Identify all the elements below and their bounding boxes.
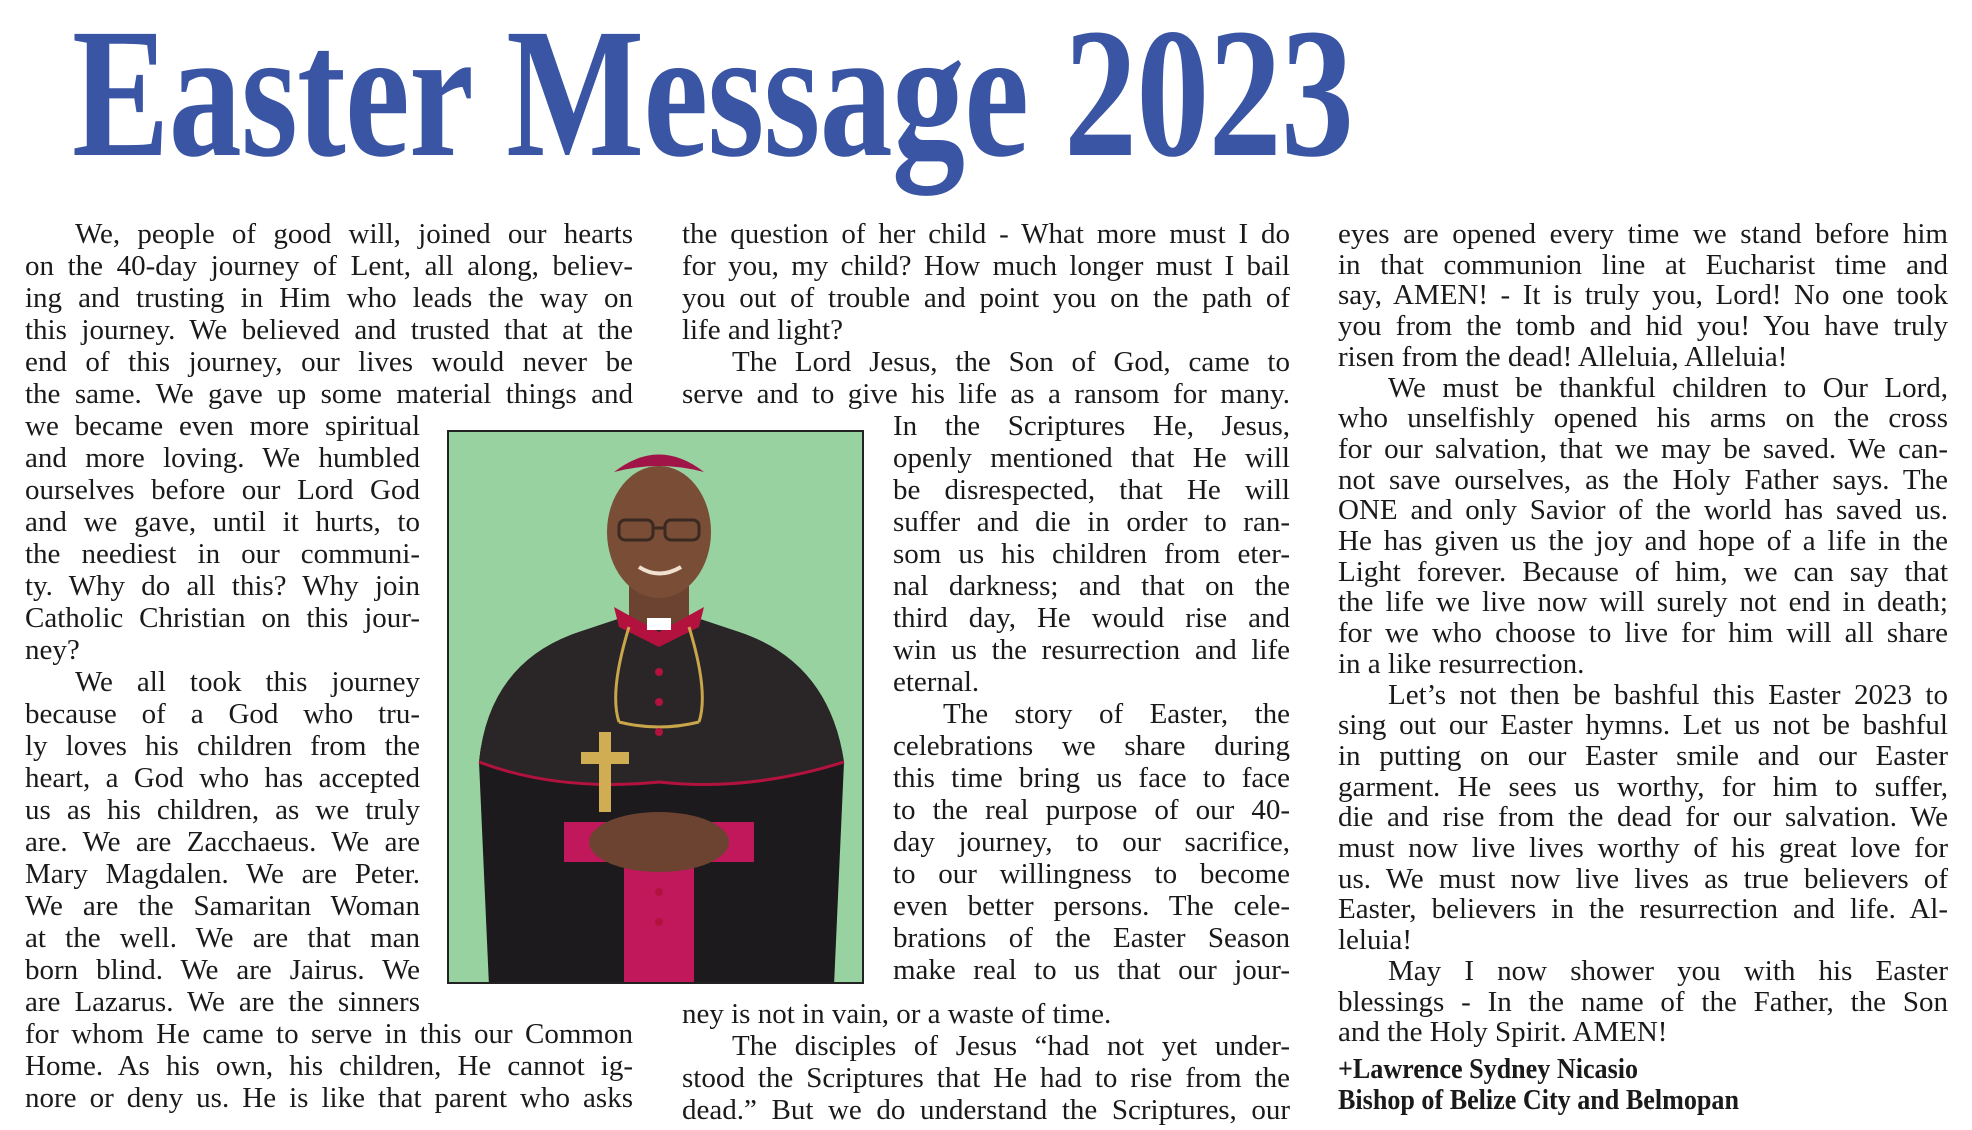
text-line: win us the resurrection and life [893,634,1290,666]
text-line: not save ourselves, as the Holy Father says. The [1338,463,1948,496]
text-line: garment. He sees us worthy, for him to suffer, [1338,770,1948,803]
text-line: in putting on our Easter smile and our Easter [1338,739,1948,772]
text-line: openly mentioned that He will [893,442,1290,474]
text-line: ONE and only Savior of the world has saved us. [1338,494,1948,527]
text-line: and more loving. We humbled [25,442,420,474]
text-line: eyes are opened every time we stand before him [1338,218,1948,250]
text-line: dead.” But we do understand the Scriptures, our [682,1094,1290,1126]
text-line: We are the Samaritan Woman [25,890,420,922]
text-line: for our salvation, that we may be saved. We can- [1338,432,1948,465]
text-line: be disrespected, that He will [893,474,1290,506]
text-line: stood the Scriptures that He had to rise from the [682,1062,1290,1094]
text-line: ourselves before our Lord God [25,474,420,506]
text-line: We all took this journey [75,666,420,698]
text-line: who unselfishly opened his arms on the cross [1338,402,1948,435]
text-line: the neediest in our communi- [25,538,420,570]
text-line: end of this journey, our lives would never be [25,346,633,378]
bishop-photo [447,430,864,984]
text-line: ney is not in vain, or a waste of time. [682,998,1112,1030]
text-line: The story of Easter, the [943,698,1290,730]
text-line: you from the tomb and hid you! You have truly [1338,310,1948,343]
text-line: He has given us the joy and hope of a life in the [1338,525,1948,557]
text-line: us as his children, as we truly [25,794,420,826]
text-line: We, people of good will, joined our hearts [75,218,633,250]
text-line: blessings - In the name of the Father, the Son [1338,985,1948,1018]
text-line: suffer and die in order to ran- [893,506,1290,538]
text-line: and the Holy Spirit. AMEN! [1338,1016,1668,1049]
text-line: nal darkness; and that on the [893,570,1290,602]
text-line: ly loves his children from the [25,730,420,762]
text-line: make real to us that our jour- [893,954,1290,986]
text-line: you out of trouble and point you on the path of [682,282,1290,314]
signature-title: Bishop of Belize City and Belmopan [1338,1084,1739,1116]
text-line: third day, He would rise and [893,602,1290,634]
text-line: born blind. We are Jairus. We [25,954,420,986]
text-line: because of a God who tru- [25,698,420,730]
text-line: som us his children from eter- [893,538,1290,570]
text-line: Light forever. Because of him, we can say that [1338,555,1948,588]
text-line: celebrations we share during [893,730,1290,762]
text-line: for whom He came to serve in this our Common [25,1018,633,1050]
text-line: The disciples of Jesus “had not yet under- [732,1030,1290,1062]
text-line: risen from the dead! Alleluia, Alleluia! [1338,340,1788,373]
text-line: brations of the Easter Season [893,922,1290,954]
text-line: eternal. [893,666,980,698]
text-line: Easter, believers in the resurrection and life. Al- [1338,893,1948,926]
signature-name: +Lawrence Sydney Nicasio [1338,1053,1639,1085]
text-line: Home. As his own, his children, He cannot ig- [25,1050,633,1082]
text-line: say, AMEN! - It is truly you, Lord! No one took [1338,279,1948,312]
text-line: In the Scriptures He, Jesus, [893,410,1290,442]
text-line: this journey. We believed and trusted that at the [25,314,633,346]
text-line: day journey, to our sacrifice, [893,826,1290,858]
text-line: for you, my child? How much longer must I bail [682,250,1290,282]
text-line: the same. We gave up some material things and [25,378,633,410]
text-line: leluia! [1338,924,1413,957]
text-line: we became even more spiritual [25,410,420,442]
text-line: must now live lives worthy of his great love for [1338,832,1948,864]
text-line: in a like resurrection. [1338,647,1585,680]
text-line: We must be thankful children to Our Lord, [1388,371,1948,404]
text-line: to the real purpose of our 40- [893,794,1290,826]
text-line: Mary Magdalen. We are Peter. [25,858,420,890]
text-line: Catholic Christian on this jour- [25,602,420,634]
text-line: the question of her child - What more must I do [682,218,1290,250]
headline: Easter Message 2023 [72,0,1354,196]
bishop-portrait-image [449,432,864,984]
text-line: May I now shower you with his Easter [1388,954,1948,987]
text-line: heart, a God who has accepted [25,762,420,794]
text-line: The Lord Jesus, the Son of God, came to [732,346,1290,378]
text-line: life and light? [682,314,844,346]
text-line: in that communion line at Eucharist time and [1338,248,1948,281]
text-line: and we gave, until it hurts, to [25,506,420,538]
text-line: are Lazarus. We are the sinners [25,986,420,1018]
text-line: us. We must now live lives as true believers of [1338,862,1948,895]
text-line: this time bring us face to face [893,762,1290,794]
text-line: even better persons. The cele- [893,890,1290,922]
text-line: nore or deny us. He is like that parent who asks [25,1082,633,1114]
text-line: the life we live now will surely not end in death; [1338,586,1948,619]
text-line: are. We are Zacchaeus. We are [25,826,420,858]
text-line: at the well. We are that man [25,922,420,954]
text-line: sing out our Easter hymns. Let us not be bashful [1338,709,1948,742]
text-line: to our willingness to become [893,858,1290,890]
text-line: die and rise from the dead for our salvation. We [1338,801,1948,834]
text-line: on the 40-day journey of Lent, all along, believ- [25,250,633,282]
text-line: ty. Why do all this? Why join [25,570,420,602]
text-line: Let’s not then be bashful this Easter 2023 to [1388,678,1948,711]
text-line: serve and to give his life as a ransom for many. [682,378,1290,410]
text-line: ney? [25,634,80,666]
text-line: for we who choose to live for him will all share [1338,617,1948,650]
text-line: ing and trusting in Him who leads the way on [25,282,633,314]
